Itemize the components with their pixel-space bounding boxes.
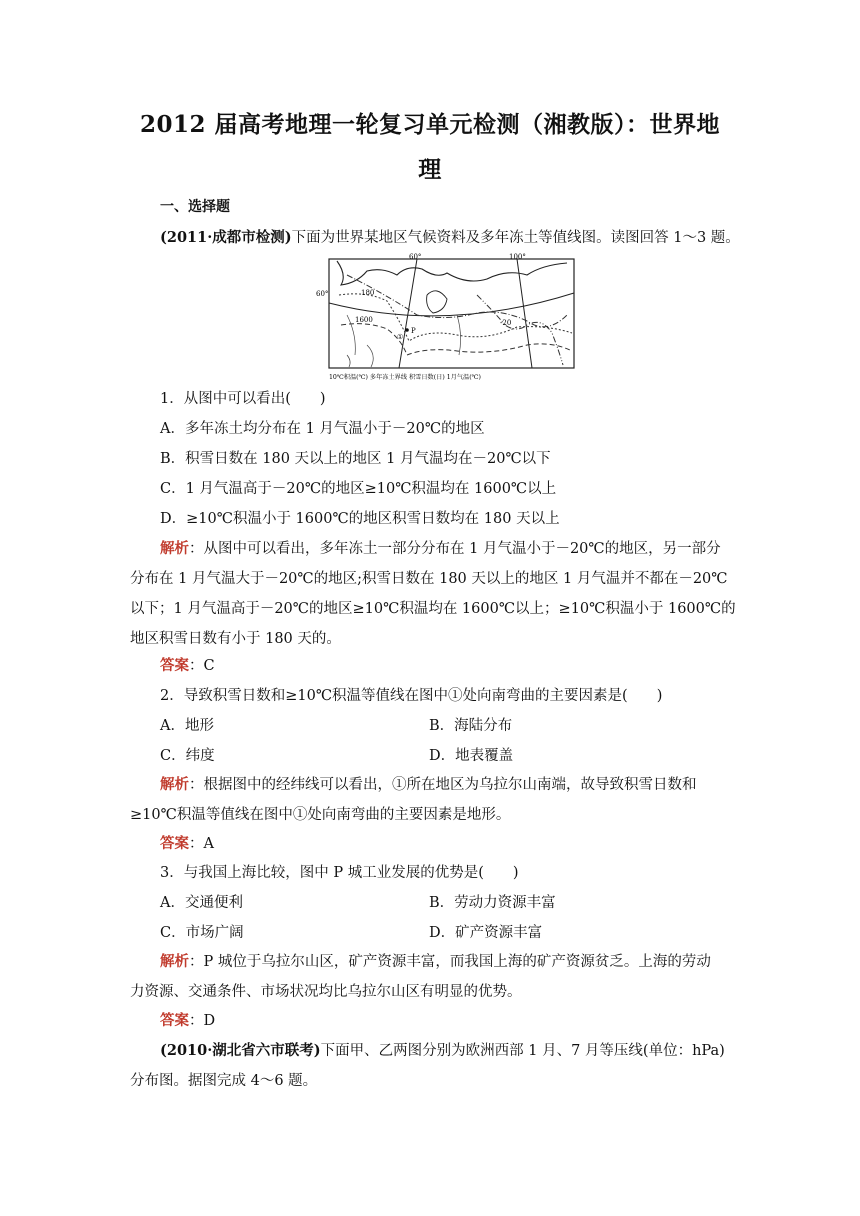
q2-stem: 2．导致积雪日数和≥10℃积温等值线在图中①处向南弯曲的主要因素是( )	[160, 688, 663, 704]
lat-label-60: 60°	[316, 290, 329, 298]
q2-analysis-line1: 解析：根据图中的经纬线可以看出，①所在地区为乌拉尔山南端，故导致积雪日数和	[160, 776, 697, 793]
q2-answer-label: 答案	[160, 835, 189, 852]
q1-analysis-line1: 解析：从图中可以看出，多年冻土一部分分布在 1 月气温小于－20℃的地区，另一部分	[160, 540, 721, 557]
section-heading: 一、选择题	[160, 199, 230, 215]
q3-option-a: A．交通便利	[160, 895, 243, 911]
intro-2-line1: (2010·湖北省六市联考)下面甲、乙两图分别为欧洲西部 1 月、7 月等压线(单位：hPa)	[160, 1042, 725, 1059]
q3-answer: 答案：D	[160, 1012, 216, 1029]
q3-stem: 3．与我国上海比较，图中 P 城工业发展的优势是( )	[160, 865, 519, 881]
q1-answer: 答案：C	[160, 657, 215, 674]
q2-option-d: D．地表覆盖	[429, 748, 514, 764]
intro-1-source: (2011·成都市检测)	[160, 229, 292, 246]
q3-analysis-line2: 力资源、交通条件、市场状况均比乌拉尔山区有明显的优势。	[130, 984, 522, 1000]
q3-answer-label: 答案	[160, 1012, 189, 1029]
intro-1	[160, 226, 740, 247]
q1-option-b: B．积雪日数在 180 天以上的地区 1 月气温均在－20℃以下	[160, 451, 551, 467]
q1-analysis-line4: 地区积雪日数有小于 180 天的。	[130, 631, 341, 647]
q2-answer: 答案：A	[160, 835, 214, 852]
q3-analysis-label: 解析	[160, 953, 189, 970]
q1-stem: 1．从图中可以看出( )	[160, 391, 326, 407]
lon-label-100: 100°	[509, 253, 526, 261]
q1-analysis-label: 解析	[160, 540, 189, 557]
map-legend: 10℃积温(℃) 多年冻土界线 积雪日数(日) 1月气温(℃)	[329, 374, 481, 381]
intro-2-source: (2010·湖北省六市联考)	[160, 1042, 321, 1059]
isoline-label-1600: 1600	[355, 316, 373, 324]
q2-option-b: B．海陆分布	[429, 718, 513, 734]
q2-analysis-line2: ≥10℃积温等值线在图中①处向南弯曲的主要因素是地形。	[130, 807, 511, 823]
q1-option-d: D．≥10℃积温小于 1600℃的地区积雪日数均在 180 天以上	[160, 511, 560, 527]
intro-2-line2: 分布图。据图完成 4～6 题。	[130, 1073, 318, 1089]
climate-permafrost-map	[316, 253, 577, 383]
q3-option-c: C．市场广阔	[160, 925, 244, 941]
intro-1-text: 下面为世界某地区气候资料及多年冻土等值线图。读图回答 1～3 题。	[291, 230, 740, 246]
q3-analysis-line1: 解析：P 城位于乌拉尔山区，矿产资源丰富，而我国上海的矿产资源贫乏。上海的劳动	[160, 953, 711, 970]
q2-option-c: C．纬度	[160, 748, 215, 764]
q3-option-b: B．劳动力资源丰富	[429, 895, 556, 911]
isoline-label-minus20: -20	[500, 319, 512, 327]
q2-analysis-label: 解析	[160, 776, 189, 793]
isoline-label-180: 180	[361, 289, 375, 297]
q1-analysis-line2: 分布在 1 月气温大于－20℃的地区;积雪日数在 180 天以上的地区 1 月气温并不都在－20℃	[130, 571, 728, 587]
q1-analysis-line3: 以下；1 月气温高于－20℃的地区≥10℃积温均在 1600℃以上；≥10℃积温小于 1600℃的	[130, 601, 736, 617]
q1-option-a: A．多年冻土均分布在 1 月气温小于－20℃的地区	[160, 421, 485, 437]
city-p-dot	[405, 328, 409, 332]
lon-label-60: 60°	[409, 253, 422, 261]
q1-answer-label: 答案	[160, 657, 189, 674]
city-p-label: P	[411, 327, 416, 335]
q3-option-d: D．矿产资源丰富	[429, 925, 543, 941]
q1-option-c: C．1 月气温高于－20℃的地区≥10℃积温均在 1600℃以上	[160, 481, 557, 497]
q2-option-a: A．地形	[160, 718, 214, 734]
marker-circled-1: ①	[397, 333, 404, 341]
document-title-line2: 理	[418, 156, 442, 183]
document-title-line1: 2012 届高考地理一轮复习单元检测（湘教版）：世界地	[139, 111, 721, 138]
